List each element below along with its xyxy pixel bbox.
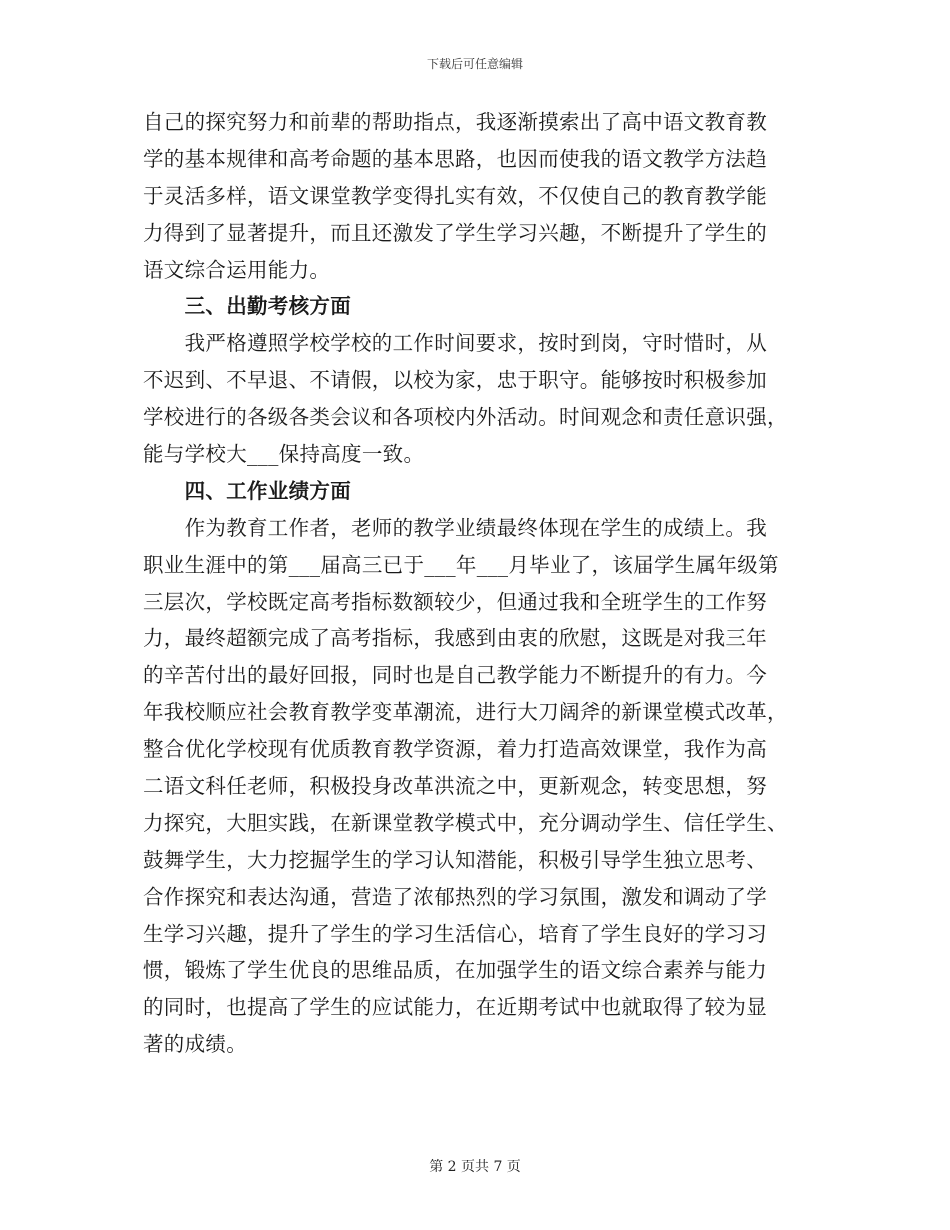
text-line: 职业生涯中的第___届高三已于___年___月毕业了，该届学生属年级第 [143, 552, 779, 577]
text-line: 不迟到、不早退、不请假，以校为家，忠于职守。能够按时积极参加 [143, 368, 767, 393]
page-number: 第 2 页共 7 页 [429, 1159, 521, 1175]
document-body [143, 104, 807, 1063]
section-heading-performance: 四、工作业绩方面 [143, 478, 351, 503]
text-line: 生学习兴趣，提升了学生的学习生活信心，培育了学生良好的学习习 [143, 921, 767, 946]
text-line: 鼓舞学生，大力挖掘学生的学习认知潜能，积极引导学生独立思考、 [143, 847, 767, 872]
text-line: 学校进行的各级各类会议和各项校内外活动。时间观念和责任意识强， [143, 405, 788, 430]
text-line: 自己的探究努力和前辈的帮助指点，我逐渐摸索出了高中语文教育教 [143, 110, 767, 134]
text-line: 二语文科任老师，积极投身改革洪流之中，更新观念，转变思想，努 [143, 774, 767, 799]
text-line: 力探究，大胆实践，在新课堂教学模式中，充分调动学生、信任学生、 [143, 810, 788, 835]
text-line: 合作探究和表达沟通，营造了浓郁热烈的学习氛围，激发和调动了学 [143, 884, 767, 909]
text-line: 的同时，也提高了学生的应试能力，在近期考试中也就取得了较为显 [143, 995, 767, 1020]
section-heading-attendance: 三、出勤考核方面 [143, 294, 351, 319]
page-header: 下载后可任意编辑 [426, 57, 523, 71]
text-line: 语文综合运用能力。 [143, 257, 331, 282]
text-line: 惯，锻炼了学生优良的思维品质，在加强学生的语文综合素养与能力 [143, 958, 767, 983]
text-line: 力得到了显著提升，而且还激发了学生学习兴趣，不断提升了学生的 [143, 220, 767, 245]
text-line: 作为教育工作者，老师的教学业绩最终体现在学生的成绩上。我 [143, 515, 767, 540]
text-line: 三层次，学校既定高考指标数额较少，但通过我和全班学生的工作努 [143, 589, 767, 614]
text-line: 能与学校大___保持高度一致。 [143, 442, 425, 467]
text-line: 整合优化学校现有优质教育教学资源，着力打造高效课堂，我作为高 [143, 737, 767, 762]
text-line: 学的基本规律和高考命题的基本思路，也因而使我的语文教学方法趋 [143, 146, 767, 171]
text-line: 我严格遵照学校学校的工作时间要求，按时到岗，守时惜时，从 [143, 331, 767, 356]
text-line: 年我校顺应社会教育教学变革潮流，进行大刀阔斧的新课堂模式改革， [143, 700, 788, 725]
text-line: 著的成绩。 [143, 1032, 247, 1057]
text-line: 力，最终超额完成了高考指标，我感到由衷的欣慰，这既是对我三年 [143, 626, 767, 651]
text-line: 的辛苦付出的最好回报，同时也是自己教学能力不断提升的有力。今 [143, 663, 767, 688]
text-line: 于灵活多样，语文课堂教学变得扎实有效，不仅使自己的教育教学能 [143, 183, 767, 208]
